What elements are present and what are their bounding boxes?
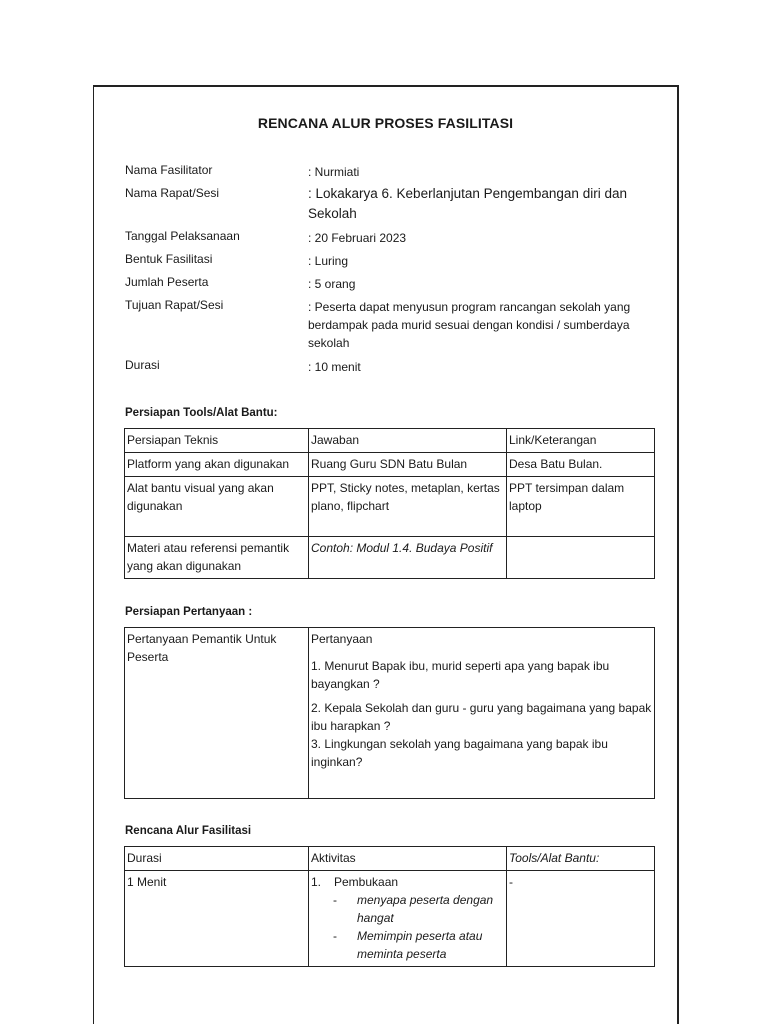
info-label: Nama Fasilitator <box>125 163 213 177</box>
tools-table <box>124 428 655 579</box>
flow-table <box>124 846 655 967</box>
info-row-jumlah <box>125 275 655 298</box>
info-row-fasilitator <box>125 163 655 186</box>
table-row <box>125 847 655 871</box>
info-label: Durasi <box>125 358 160 372</box>
info-row-rapat <box>125 184 655 229</box>
info-label: Tanggal Pelaksanaan <box>125 229 240 243</box>
questions-table <box>124 627 655 799</box>
question-item: 2. Kepala Sekolah dan guru - guru yang bagaimana yang bapak ibu harapkan ? <box>311 701 652 733</box>
table-cell: PPT tersimpan dalam laptop <box>507 477 655 537</box>
activity-subitem-text: menyapa peserta dengan hangat <box>357 893 494 925</box>
info-row-bentuk <box>125 252 655 275</box>
info-label: Tujuan Rapat/Sesi <box>125 298 224 312</box>
info-row-durasi <box>125 358 655 381</box>
info-value: : Peserta dapat menyusun program rancangan sekolah yang berdampak pada murid sesuai dengan kondisi / sumberdaya sekolah <box>308 300 631 350</box>
info-value: : Nurmiati <box>308 165 360 179</box>
table-header-cell: Aktivitas <box>309 847 507 871</box>
table-cell: PPT, Sticky notes, metaplan, kertas plano, flipchart <box>309 477 507 537</box>
activity-subitem-text: Memimpin peserta atau meminta peserta <box>357 929 483 961</box>
info-section <box>125 163 655 381</box>
info-value: : 10 menit <box>308 360 361 374</box>
table-cell: Materi atau referensi pemantik yang akan digunakan <box>125 537 309 579</box>
table-header-cell: Jawaban <box>309 429 507 453</box>
table-header-cell: Tools/Alat Bantu: <box>507 847 655 871</box>
table-cell: Platform yang akan digunakan <box>125 453 309 477</box>
table-header-cell: Link/Keterangan <box>507 429 655 453</box>
table-cell: Alat bantu visual yang akan digunakan <box>125 477 309 537</box>
table-cell: Contoh: Modul 1.4. Budaya Positif <box>309 537 507 579</box>
activity-number: 1. <box>311 875 322 889</box>
table-cell: - <box>507 871 655 967</box>
document-page <box>93 85 679 1024</box>
info-label: Bentuk Fasilitasi <box>125 252 213 266</box>
question-item: 1. Menurut Bapak ibu, murid seperti apa yang bapak ibu bayangkan ? <box>311 659 610 691</box>
flow-heading: Rencana Alur Fasilitasi <box>125 825 252 837</box>
activity-title: Pembukaan <box>334 875 399 889</box>
table-cell <box>507 537 655 579</box>
info-value: : 5 orang <box>308 277 356 291</box>
document-title: RENCANA ALUR PROSES FASILITASI <box>257 115 514 131</box>
info-label: Jumlah Peserta <box>125 275 209 289</box>
info-value: : 20 Februari 2023 <box>308 231 407 245</box>
tools-heading: Persiapan Tools/Alat Bantu: <box>125 407 278 419</box>
info-row-tujuan <box>125 298 655 358</box>
table-row <box>125 628 655 799</box>
questions-title: Pertanyaan <box>311 632 373 646</box>
table-cell: Ruang Guru SDN Batu Bulan <box>309 453 507 477</box>
table-header-cell: Persiapan Teknis <box>125 429 309 453</box>
table-row <box>125 477 655 537</box>
activity-cell <box>309 871 507 967</box>
table-cell: 1 Menit <box>125 871 309 967</box>
questions-label-cell: Pertanyaan Pemantik Untuk Peserta <box>125 628 309 799</box>
dash-bullet: - <box>333 893 337 907</box>
table-row <box>125 429 655 453</box>
table-header-cell: Durasi <box>125 847 309 871</box>
activity-subitem <box>311 927 504 963</box>
questions-content-cell <box>309 628 655 799</box>
table-row <box>125 537 655 579</box>
table-row <box>125 453 655 477</box>
info-label: Nama Rapat/Sesi <box>125 186 220 200</box>
info-row-tanggal <box>125 229 655 252</box>
activity-subitem <box>311 891 504 927</box>
table-row <box>125 871 655 967</box>
info-value: : Lokakarya 6. Keberlanjutan Pengembangan diri dan Sekolah <box>308 186 627 221</box>
activity-item <box>311 873 504 891</box>
question-item: 3. Lingkungan sekolah yang bagaimana yang bapak ibu inginkan? <box>311 737 608 769</box>
questions-heading: Persiapan Pertanyaan : <box>125 606 253 618</box>
info-value: : Luring <box>308 254 349 268</box>
dash-bullet: - <box>333 929 337 943</box>
table-cell: Desa Batu Bulan. <box>507 453 655 477</box>
